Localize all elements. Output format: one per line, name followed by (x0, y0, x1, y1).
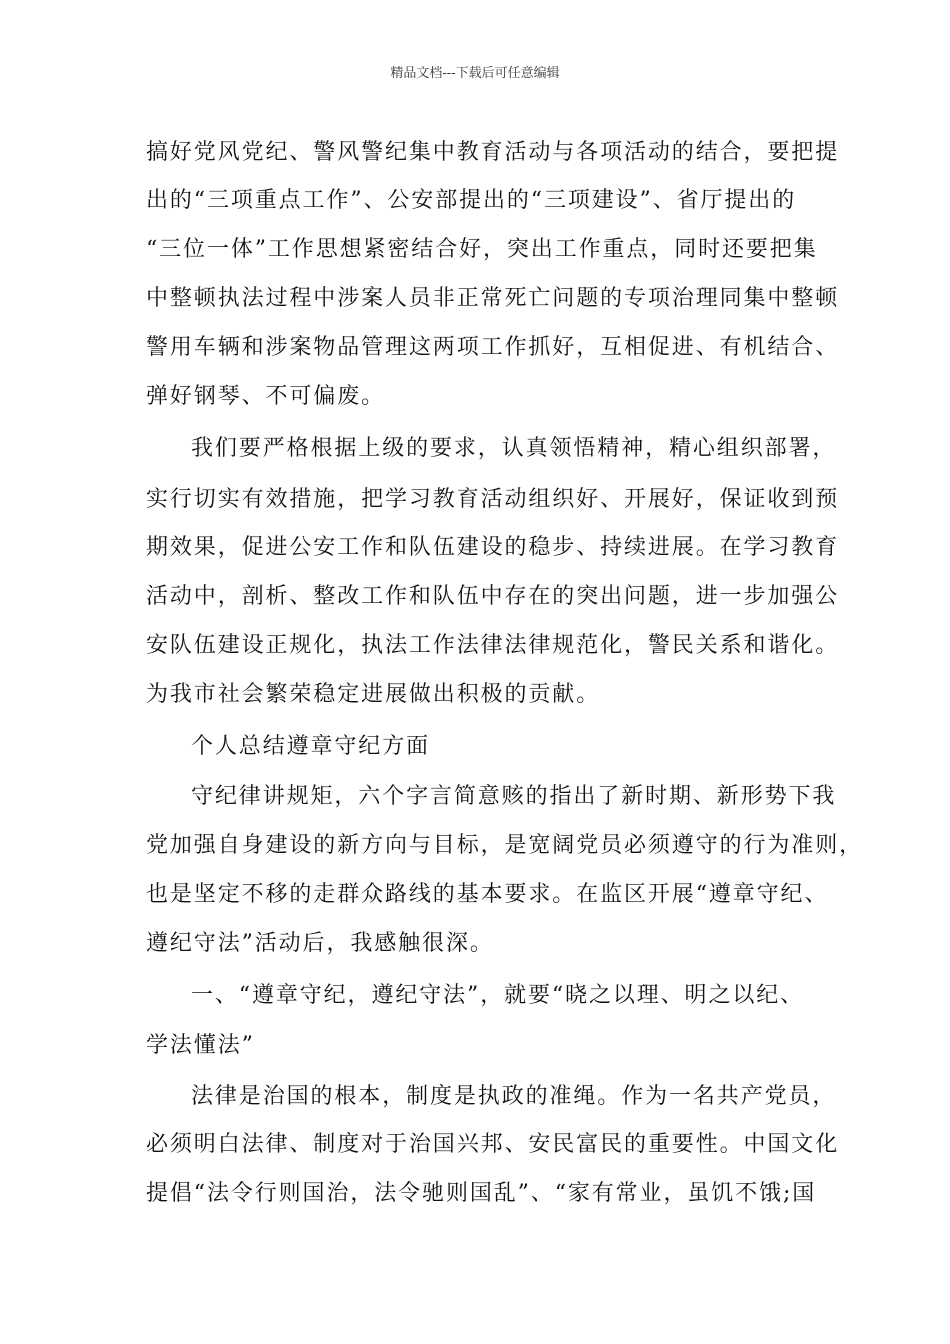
page-header: 精品文档---下载后可任意编辑 (390, 66, 560, 81)
text-line: 必须明白法律、制度对于治国兴邦、安民富民的重要性。中国文化 (146, 1132, 840, 1157)
heading-line: 个人总结遵章守纪方面 (191, 734, 431, 759)
text-line: 警用车辆和涉案物品管理这两项工作抓好，互相促进、有机结合、 (146, 335, 840, 360)
text-line: 实行切实有效措施，把学习教育活动组织好、开展好，保证收到预 (146, 487, 840, 512)
text-line: 中整顿执法过程中涉案人员非正常死亡问题的专项治理同集中整顿 (146, 286, 840, 311)
text-line: 活动中，剖析、整改工作和队伍中存在的突出问题，进一步加强公 (146, 584, 840, 609)
text-line: 也是坚定不移的走群众路线的基本要求。在监区开展“遵章守纪、 (146, 882, 829, 907)
text-line: 遵纪守法”活动后，我感触很深。 (146, 931, 494, 956)
text-line: 期效果，促进公安工作和队伍建设的稳步、持续进展。在学习教育 (146, 535, 840, 560)
text-line: 搞好党风党纪、警风警纪集中教育活动与各项活动的结合，要把提 (146, 140, 840, 165)
text-line: 为我市社会繁荣稳定进展做出积极的贡献。 (146, 682, 601, 707)
text-line: 党加强自身建设的新方向与目标，是宽阔党员必须遵守的行为准则， (146, 833, 864, 858)
text-line: 提倡“法令行则国治，法令驰则国乱”、“家有常业，虽饥不饿;国 (146, 1181, 817, 1206)
text-line: 出的“三项重点工作”、公安部提出的“三项建设”、省厅提出的 (146, 188, 797, 213)
text-line: 守纪律讲规矩，六个字言简意赅的指出了新时期、新形势下我 (191, 784, 837, 809)
text-line: 安队伍建设正规化，执法工作法律法律规范化，警民关系和谐化。 (146, 633, 840, 658)
text-line: 我们要严格根据上级的要求，认真领悟精神，精心组织部署， (191, 436, 837, 461)
text-line: 弹好钢琴、不可偏废。 (146, 384, 386, 409)
text-line: 一、“遵章守纪，遵纪守法”，就要“晓之以理、明之以纪、 (191, 983, 805, 1008)
text-line: 法律是治国的根本，制度是执政的准绳。作为一名共产党员， (191, 1084, 837, 1109)
text-line: “三位一体”工作思想紧密结合好，突出工作重点，同时还要把集 (146, 237, 818, 262)
text-line: 学法懂法” (146, 1033, 255, 1058)
